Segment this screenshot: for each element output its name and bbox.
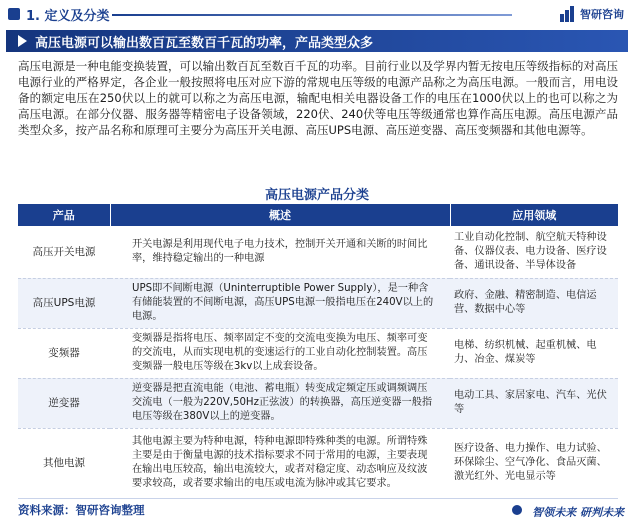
- source-note: 资料来源：智研咨询整理: [18, 503, 145, 517]
- top-header: [0, 0, 634, 30]
- overview-cell: UPS即不间断电源（Uninterruptible Power Supply），是一种含有储能装置的不间断电源，高压UPS电源一般指电压在240V以上的电源。: [110, 278, 450, 328]
- header-divider: [112, 14, 512, 16]
- footer-divider: [18, 498, 618, 499]
- product-cell: 变频器: [18, 328, 110, 378]
- table-row: [18, 278, 618, 328]
- headline-banner: [6, 30, 628, 52]
- classification-table: [18, 204, 618, 499]
- section-square-icon: [8, 8, 20, 20]
- table-row: [18, 328, 618, 378]
- product-cell: 高压开关电源: [18, 226, 110, 278]
- product-cell: 其他电源: [18, 428, 110, 498]
- header-product: 产品: [18, 204, 110, 226]
- intro-paragraph: 高压电源是一种电能变换装置，可以输出数百瓦至数百千瓦的功率。目前行业以及学界内暂无按电压等级指标的对高压电源行业的严格界定，各企业一般按照将电压对应下游的常规电压等级的电源产品称之为高压电源。一般而言，用电设备的额定电压在250伏以上的就可以称之为高压电源，输配电相关电器设备工作的电压在1000伏以上的也可以称之为高压电源。在部分仪器、服务器等精密电子设备领域，220伏、240伏等电压等级通常也算作高压电源。高压电源产品类型众多，按产品名称和原理可主要分为高压开关电源、高压UPS电源、高压逆变器、高压变频器和其他电源等。: [18, 59, 618, 137]
- overview-cell: 其他电源主要为特种电源，特种电源即特殊种类的电源。所谓特殊主要是由于衡量电源的技术指标要求不同于常用的电源，主要表现在输出电压较高，输出电流较大，或者对稳定度、动态响应及纹波要求较高，或者要求输出的电压或电流为脉冲或其它要求。: [110, 428, 450, 498]
- overview-cell: 变频器是指将电压、频率固定不变的交流电变换为电压、频率可变的交流电，从而实现电机的变速运行的工业自动化控制装置。高压变频器一般电压等级在3kv以上成套设备。: [110, 328, 450, 378]
- brand-name: 智研咨询: [580, 8, 624, 21]
- table-row: [18, 378, 618, 428]
- application-cell: 工业自动化控制、航空航天特种设备、仪器仪表、电力设备、医疗设备、通讯设备、半导体设备: [450, 226, 618, 278]
- application-cell: 医疗设备、电力操作、电力试验、环保除尘、空气净化、食品灭菌、激光红外、光电显示等: [450, 428, 618, 498]
- brand: [560, 5, 624, 23]
- overview-cell: 开关电源是利用现代电子电力技术，控制开关开通和关断的时间比率，维持稳定输出的一种电源: [110, 226, 450, 278]
- application-cell: 电动工具、家居家电、汽车、光伏等: [450, 378, 618, 428]
- slogan: 智领未来 研判未来: [532, 506, 624, 519]
- table-row: [18, 428, 618, 498]
- headline-text: 高压电源可以输出数百瓦至数百千瓦的功率，产品类型众多: [35, 35, 374, 51]
- table-header-row: [18, 204, 618, 226]
- section-title: 1. 定义及分类: [26, 9, 110, 24]
- application-cell: 电梯、纺织机械、起重机械、电力、冶金、煤炭等: [450, 328, 618, 378]
- table-row: [18, 226, 618, 278]
- slogan-logo-icon: [512, 505, 522, 515]
- application-cell: 政府、金融、精密制造、电信运营、数据中心等: [450, 278, 618, 328]
- overview-cell: 逆变器是把直流电能（电池、蓄电瓶）转变成定频定压或调频调压交流电（一般为220V,50Hz正弦波）的转换器，高压逆变器一般指电压等级在380V以上的逆变器。: [110, 378, 450, 428]
- product-cell: 高压UPS电源: [18, 278, 110, 328]
- product-cell: 逆变器: [18, 378, 110, 428]
- table-title: 高压电源产品分类: [264, 188, 369, 203]
- header-overview: 概述: [110, 204, 450, 226]
- arrow-icon: [18, 35, 27, 47]
- header-application: 应用领域: [450, 204, 618, 226]
- brand-logo-icon: [560, 6, 576, 22]
